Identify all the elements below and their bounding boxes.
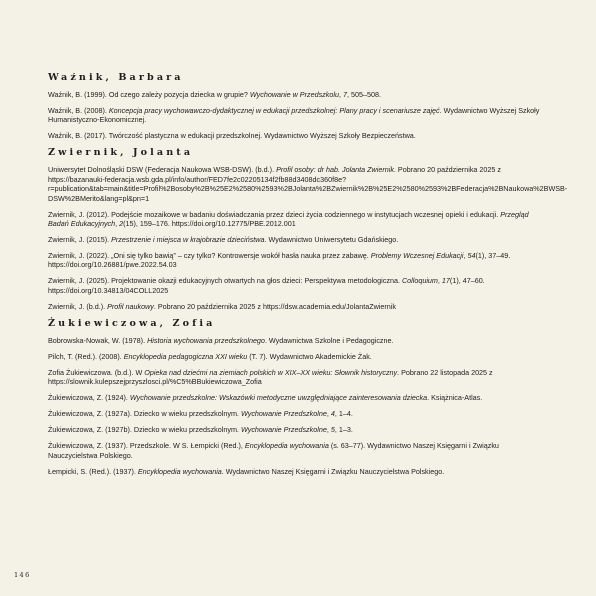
reference-text: Zwiernik, J. (2022). „Oni się tylko bawią” – czy tylko? Kontrowersje wokół hasła nauka przez zabawę. xyxy=(48,251,371,261)
reference-text: Uniwersytet Dolnośląski DSW (Federacja Naukowa WSB-DSW). (b.d.). xyxy=(48,165,277,175)
reference-entry xyxy=(48,276,548,295)
reference-text: . Książnica-Atlas. xyxy=(427,393,483,403)
reference-list xyxy=(48,90,548,141)
reference-text: Zwiernik, J. (b.d.). xyxy=(48,301,108,311)
reference-text: . Wydawnictwo Uniwersytetu Gdańskiego. xyxy=(264,235,399,245)
section-heading: Waźnik, Barbara xyxy=(48,72,184,83)
reference-text: (T. 7). Wydawnictwo Akademickie Żak. xyxy=(247,351,372,361)
reference-text: . Pobrano 20 października 2025 z https://dsw.academia.edu/JolantaZwiernik xyxy=(153,301,396,311)
reference-title-italic: Profil naukowy xyxy=(107,301,154,311)
reference-text: Żukiewiczowa, Z. (1924). xyxy=(48,393,130,403)
reference-text: . Wydawnictwa Szkolne i Pedagogiczne. xyxy=(264,335,394,345)
reference-text: (15), 159–176. https://doi.org/10.12775/PBE.2012.001 xyxy=(123,219,296,229)
reference-entry xyxy=(48,165,568,203)
reference-text: Waźnik, B. (1999). Od czego zależy pozycja dziecka w grupie? xyxy=(48,90,250,99)
reference-text: , 1–4. xyxy=(334,409,353,419)
reference-text: , xyxy=(326,425,331,435)
reference-entry xyxy=(48,393,548,402)
reference-text: , 1–3. xyxy=(334,425,353,435)
reference-entry xyxy=(48,425,548,434)
reference-entry xyxy=(48,336,548,345)
reference-title-italic: 5 xyxy=(330,425,335,435)
reference-entry xyxy=(48,368,548,387)
reference-entry xyxy=(48,106,548,125)
reference-title-italic: Encyklopedia wychowania xyxy=(137,466,222,476)
reference-text: Waźnik, B. (2008). xyxy=(48,106,109,115)
reference-text: . Wydawnictwo Wyższej Szkoły Humanistyczno-Ekonomicznej. xyxy=(48,106,540,125)
reference-entry xyxy=(48,302,548,311)
reference-text: , xyxy=(115,219,120,229)
reference-title-italic: Koncepcja pracy wychowawczo-dydaktycznej w edukacji przedszkolnej: Plany pracy i scenariusze zajęć xyxy=(108,106,440,115)
reference-text: Waźnik, B. (2017). Twórczość plastyczna w edukacji przedszkolnej. Wydawnictwo Wyższej Szkoły Bezpieczeństwa. xyxy=(48,131,416,141)
reference-title-italic: Przegląd Badań Edukacyjnych xyxy=(48,209,529,229)
reference-title-italic: 7 xyxy=(342,90,347,99)
reference-entry xyxy=(48,441,548,460)
reference-entry xyxy=(48,131,548,140)
reference-title-italic: Encyklopedia wychowania xyxy=(244,441,329,451)
reference-text: (1), 47–60. https://doi.org/10.34813/04COLL2025 xyxy=(48,276,485,295)
reference-text: Bobrowska-Nowak, W. (1978). xyxy=(48,335,148,345)
reference-list xyxy=(48,165,568,311)
page-number: 146 xyxy=(14,571,31,579)
reference-text: , xyxy=(437,276,442,286)
reference-entry xyxy=(48,352,548,361)
reference-text: , xyxy=(338,90,343,99)
reference-entry xyxy=(48,467,548,476)
reference-title-italic: 54 xyxy=(467,251,476,261)
reference-text: Pilch, T. (Red.). (2008). xyxy=(48,351,124,361)
reference-text: Żukiewiczowa, Z. (1927a). Dziecko w wieku przedszkolnym. xyxy=(48,409,241,419)
reference-text: (1), 37–49. https://doi.org/10.26881/pwe.2022.54.03 xyxy=(48,251,511,270)
reference-title-italic: Profil osoby: dr hab. Jolanta Zwiernik xyxy=(276,165,394,175)
section-heading: Zwiernik, Jolanta xyxy=(48,147,194,159)
reference-entry xyxy=(48,409,548,418)
reference-title-italic: 4 xyxy=(330,409,335,419)
reference-list xyxy=(48,336,548,476)
section-heading: Żukiewiczowa, Zofia xyxy=(48,317,216,329)
reference-text: Żukiewiczowa, Z. (1927b). Dziecko w wieku przedszkolnym. xyxy=(48,425,241,435)
reference-entry xyxy=(48,251,548,270)
reference-title-italic: Wychowanie Przedszkolne xyxy=(240,409,327,419)
reference-text: . Pobrano 22 listopada 2025 z https://slownik.kulepszejprzyszlosci.pl/%C5%BBukiewiczowa_Zofia xyxy=(48,367,493,387)
reference-text: Zwiernik, J. (2012). Podejście mozaikowe w badaniu doświadczania przez dzieci życia codziennego w instytucjach wczesnej opieki i edukacji. xyxy=(48,209,501,219)
reference-entry xyxy=(48,210,548,229)
reference-title-italic: Przestrzenie i miejsca w krajobrazie dzieciństwa xyxy=(111,235,265,245)
reference-text: , xyxy=(326,409,331,419)
reference-title-italic: Problemy Wczesnej Edukacji xyxy=(370,251,464,261)
reference-text: , xyxy=(463,251,468,261)
reference-entry xyxy=(48,235,548,244)
reference-text: Łempicki, S. (Red.). (1937). xyxy=(48,466,138,476)
reference-title-italic: Encyklopedia pedagogiczna XXI wieku xyxy=(123,351,248,361)
reference-text: . Pobrano 20 października 2025 z https://bazanauki-federacja.wsb.gda.pl/info/author/FED7fe2c02205134f2fb88d3408dc360f8e?r=publication&tab=main&title=Profil%2Bosoby%2B%25E2%2580%2593%2BJolanta%2BZwiernik%2B%25E2%2580%2593%2BFederacja%2BNaukowa%2BWSB-DSW%2BMerito&lang=pl&pn=1 xyxy=(48,165,568,203)
reference-title-italic: Wychowanie w Przedszkolu xyxy=(249,90,339,99)
reference-title-italic: Wychowanie przedszkolne: Wskazówki metodyczne uwzględniające zainteresowania dziecka xyxy=(129,393,428,403)
reference-title-italic: 2 xyxy=(119,219,124,229)
reference-title-italic: Colloquium xyxy=(401,276,438,286)
reference-text: Zwiernik, J. (2015). xyxy=(48,235,112,245)
reference-text: Zwiernik, J. (2025). Projektowanie okazji edukacyjnych otwartych na głos dzieci: Perspektywa metodologiczna. xyxy=(48,276,402,286)
reference-entry xyxy=(48,90,548,99)
reference-title-italic: 17 xyxy=(441,276,450,286)
reference-text: , 505–508. xyxy=(346,90,381,99)
reference-text: Zofia Żukiewiczowa. (b.d.). W xyxy=(48,367,145,377)
reference-title-italic: Historia wychowania przedszkolnego xyxy=(147,335,265,345)
reference-title-italic: Wychowanie Przedszkolne xyxy=(240,425,327,435)
reference-title-italic: Opieka nad dziećmi na ziemiach polskich w XIX–XX wieku: Słownik historyczny xyxy=(144,367,398,377)
bibliography xyxy=(48,72,568,483)
reference-text: (s. 63–77). Wydawnictwo Naszej Księgarni i Związku Nauczycielstwa Polskiego. xyxy=(48,441,499,460)
reference-text: . Wydawnictwo Naszej Księgarni i Związku Nauczycielstwa Polskiego. xyxy=(221,466,445,476)
reference-text: Żukiewiczowa, Z. (1937). Przedszkole. W S. Łempicki (Red.), xyxy=(48,441,245,451)
